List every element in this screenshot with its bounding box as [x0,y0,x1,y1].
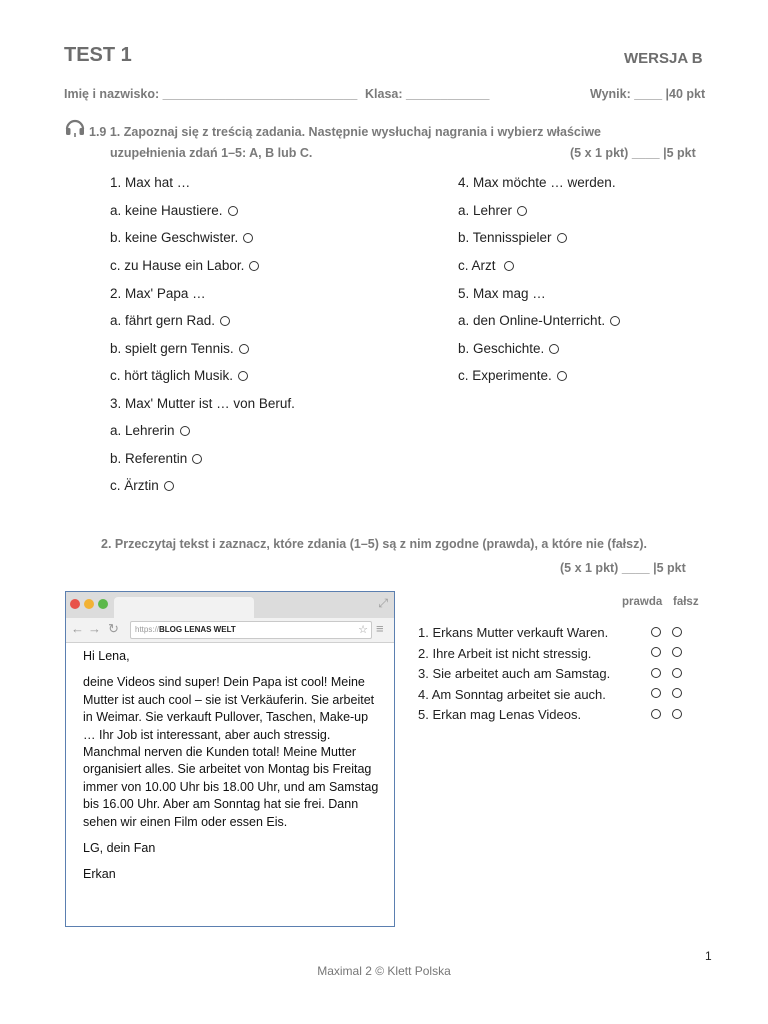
radio-5a[interactable] [610,316,620,326]
option-2b: b. spielt gern Tennis. [110,341,249,356]
address-bar[interactable]: https://BLOG LENAS WELT ☆ [130,621,372,639]
question-4: 4. Max möchte … werden. [458,175,616,190]
radio-false-2[interactable] [672,647,682,657]
version-label: WERSJA B [624,50,703,67]
task2-instruction: 2. Przeczytaj tekst i zaznacz, które zdania (1–5) są z nim zgodne (prawda), a które nie (fałsz). [101,537,647,551]
task1-instruction-line2: uzupełnienia zdań 1–5: A, B lub C. [110,146,313,160]
statement-5: 5. Erkan mag Lenas Videos. [418,707,582,722]
radio-1c[interactable] [249,261,259,271]
task1-instruction-line1: 1.9 1. Zapoznaj się z treścią zadania. Następnie wysłuchaj nagrania i wybierz właściwe [89,125,602,139]
browser-window [65,591,395,927]
radio-4a[interactable] [517,206,527,216]
radio-true-1[interactable] [651,627,661,637]
maximize-window-dot[interactable] [98,599,108,609]
option-4a: a. Lehrer [458,203,527,218]
option-5c: c. Experimente. [458,368,567,383]
radio-false-5[interactable] [672,709,682,719]
email-content [83,648,383,893]
radio-false-1[interactable] [672,627,682,637]
radio-3b[interactable] [192,454,202,464]
col-true-label: prawda [622,596,663,608]
footer-copyright: Maximal 2 © Klett Polska [317,964,451,978]
browser-tab[interactable] [114,597,254,618]
radio-4b[interactable] [557,233,567,243]
page-number: 1 [705,949,712,963]
radio-5c[interactable] [557,371,567,381]
name-field-label: Imię i nazwisko: ____________________________ [64,87,358,101]
option-3b: b. Referentin [110,451,202,466]
forward-icon[interactable]: → [88,621,101,636]
option-1a: a. keine Haustiere. [110,203,238,218]
option-5a: a. den Online-Unterricht. [458,313,620,328]
col-false-label: fałsz [673,596,699,608]
test-title: TEST 1 [64,44,132,66]
minimize-window-dot[interactable] [84,599,94,609]
radio-4c[interactable] [504,261,514,271]
question-1: 1. Max hat … [110,175,191,190]
browser-titlebar [66,592,394,618]
option-2a: a. fährt gern Rad. [110,313,230,328]
task2-points: (5 x 1 pkt) ____ |5 pkt [560,561,686,575]
browser-toolbar [66,618,394,643]
radio-false-3[interactable] [672,668,682,678]
radio-true-3[interactable] [651,668,661,678]
option-3a: a. Lehrerin [110,423,190,438]
radio-false-4[interactable] [672,688,682,698]
option-1c: c. zu Hause ein Labor. [110,258,259,273]
radio-2c[interactable] [238,371,248,381]
fullscreen-icon[interactable]: ⤢ [378,596,388,610]
question-2: 2. Max' Papa … [110,286,206,301]
close-window-dot[interactable] [70,599,80,609]
radio-true-2[interactable] [651,647,661,657]
statement-2: 2. Ihre Arbeit ist nicht stressig. [418,646,592,661]
bookmark-star-icon[interactable]: ☆ [358,624,368,636]
option-2c: c. hört täglich Musik. [110,368,248,383]
email-body: deine Videos sind super! Dein Papa ist cool! Meine Mutter ist auch cool – sie ist Verkäuferin. Sie arbeitet in Weimar. Sie verkauft Pullover, Taschen, Make-up … Ihr Job ist interessant, aber auch stressig. Manchmal nerven die Kunden total! Meine Mutter organisiert alles. Sie arbeitet von Montag bis Freitag immer von 10.00 Uhr bis 18.00 Uhr, und am Samstag bis 16.00 Uhr. Aber am Sonntag hat sie frei. Dann sehen wir einen Film oder essen Eis. [83,675,379,829]
option-1b: b. keine Geschwister. [110,230,253,245]
radio-5b[interactable] [549,344,559,354]
radio-2b[interactable] [239,344,249,354]
statement-4: 4. Am Sonntag arbeitet sie auch. [418,687,606,702]
task1-points: (5 x 1 pkt) ____ |5 pkt [570,146,696,160]
option-3c: c. Ärztin [110,478,174,493]
headphones-icon [64,116,86,138]
email-closing: LG, dein Fan [83,841,156,856]
menu-icon[interactable]: ≡ [376,621,384,636]
statement-3: 3. Sie arbeitet auch am Samstag. [418,666,611,681]
score-field-label: Wynik: ____ |40 pkt [590,87,706,101]
statement-1: 1. Erkans Mutter verkauft Waren. [418,625,609,640]
email-signature: Erkan [83,867,116,882]
radio-2a[interactable] [220,316,230,326]
radio-true-5[interactable] [651,709,661,719]
question-5: 5. Max mag … [458,286,546,301]
question-3: 3. Max' Mutter ist … von Beruf. [110,396,295,411]
option-4c: c. Arzt [458,258,514,273]
email-greeting: Hi Lena, [83,649,130,663]
option-5b: b. Geschichte. [458,341,559,356]
back-icon[interactable]: ← [71,621,84,636]
class-field-label: Klasa: ____________ [365,87,490,101]
reload-icon[interactable]: ↻ [108,621,119,636]
radio-1b[interactable] [243,233,253,243]
radio-3a[interactable] [180,426,190,436]
option-4b: b. Tennisspieler [458,230,567,245]
radio-1a[interactable] [228,206,238,216]
radio-3c[interactable] [164,481,174,491]
radio-true-4[interactable] [651,688,661,698]
